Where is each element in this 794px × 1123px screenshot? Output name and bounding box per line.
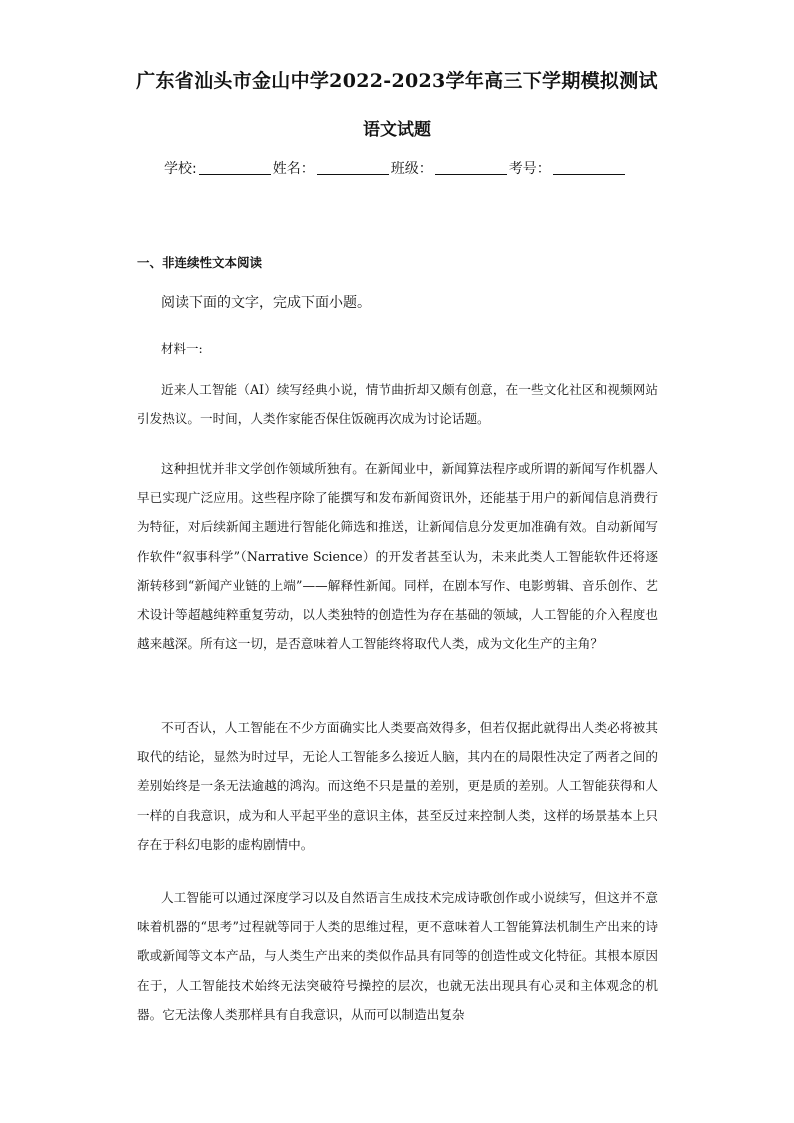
material-label: 材料一: — [161, 341, 203, 356]
class-label: 班级： — [390, 161, 433, 177]
name-blank[interactable] — [317, 160, 389, 175]
page-title: 广东省汕头市金山中学2022-2023学年高三下学期模拟测试 — [136, 70, 658, 92]
exam-number-label: 考号： — [508, 161, 551, 177]
reading-instruction: 阅读下面的文字，完成下面小题。 — [161, 295, 371, 311]
paragraph: 这种担忧并非文学创作领域所独有。在新闻业中，新闻算法程序或所谓的新闻写作机器人早已实现广泛应用。这些程序除了能撰写和发布新闻资讯外，还能基于用户的新闻信息消费行为特征，对后续新闻主题进行智能化筛选和推送，让新闻信息分发更加准确有效。自动新闻写作软件“叙事科学”（Narrative Science）的开发者甚至认为，未来此类人工智能软件还将逐渐转移到“新闻产业链的上端”——解释性新闻。同样，在剧本写作、电影剪辑、音乐创作、艺术设计等超越纯粹重复劳动，以人类独特的创造性为存在基础的领域，人工智能的介入程度也越来越深。所有这一切，是否意味着人工智能终将取代人类，成为文化生产的主角？ — [137, 461, 658, 652]
school-label: 学校: — [164, 161, 197, 177]
school-blank[interactable] — [199, 160, 271, 175]
exam-number-blank[interactable] — [553, 160, 625, 175]
name-label: 姓名： — [272, 161, 315, 177]
paragraph: 近来人工智能（AI）续写经典小说，情节曲折却又颇有创意，在一些文化社区和视频网站引发热议。一时间，人类作家能否保住饭碗再次成为讨论话题。 — [137, 382, 658, 427]
paragraph: 不可否认，人工智能在不少方面确实比人类要高效得多，但若仅据此就得出人类必将被其取代的结论，显然为时过早，无论人工智能多么接近人脑，其内在的局限性决定了两者之间的差别始终是一条无法逾越的鸿沟。而这绝不只是量的差别，更是质的差别。人工智能获得和人一样的自我意识，成为和人平起平坐的意识主体，甚至反过来控制人类，这样的场景基本上只存在于科幻电影的虚构剧情中。 — [137, 720, 658, 852]
student-info-line — [164, 158, 627, 178]
class-blank[interactable] — [435, 160, 507, 175]
paragraph: 人工智能可以通过深度学习以及自然语言生成技术完成诗歌创作或小说续写，但这并不意味着机器的“思考”过程就等同于人类的思维过程，更不意味着人工智能算法机制生产出来的诗歌或新闻等文本产品，与人类生产出来的类似作品具有同等的创造性或文化特征。其根本原因在于，人工智能技术始终无法突破符号操控的层次，也就无法出现具有心灵和主体观念的机器。它无法像人类那样具有自我意识，从而可以制造出复杂 — [137, 890, 658, 1022]
page-subtitle: 语文试题 — [363, 120, 431, 140]
section-heading: 一、非连续性文本阅读 — [137, 255, 263, 270]
